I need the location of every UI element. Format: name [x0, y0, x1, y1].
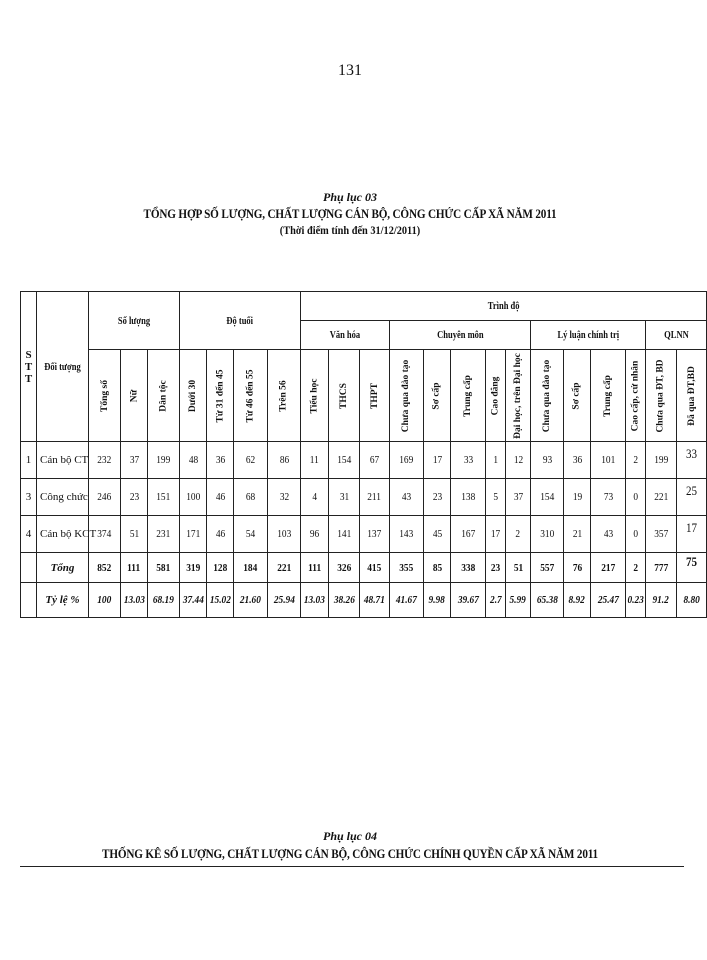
value-cell: 21.60	[234, 583, 268, 618]
value-cell: 51	[506, 553, 531, 583]
stt-header: S T T	[21, 292, 37, 442]
column-header: Từ 31 đến 45	[207, 350, 234, 442]
column-header: Trung cấp	[451, 350, 486, 442]
value-cell: 36	[207, 442, 234, 479]
value-cell: 557	[531, 553, 564, 583]
value-cell: 217	[591, 553, 626, 583]
group-specialty: Chuyên môn	[390, 321, 531, 350]
value-cell: 23	[121, 479, 148, 516]
value-cell: 0	[626, 479, 646, 516]
value-cell: 86	[268, 442, 301, 479]
value-cell: 338	[451, 553, 486, 583]
column-header: Đại học, trên Đại học	[506, 350, 531, 442]
table-row	[21, 479, 707, 516]
value-cell: 221	[268, 553, 301, 583]
value-cell: 39.67	[451, 583, 486, 618]
value-cell: 8.80	[677, 583, 707, 618]
value-cell: 73	[591, 479, 626, 516]
summary-table	[20, 291, 707, 618]
value-cell: 45	[424, 516, 451, 553]
value-cell: 415	[360, 553, 390, 583]
value-cell: 103	[268, 516, 301, 553]
value-cell: 221	[646, 479, 677, 516]
value-cell: 199	[646, 442, 677, 479]
value-cell: 111	[121, 553, 148, 583]
value-cell: 581	[148, 553, 180, 583]
value-cell: 32	[268, 479, 301, 516]
value-cell: 23	[486, 553, 506, 583]
value-cell: 15.02	[207, 583, 234, 618]
value-cell: 310	[531, 516, 564, 553]
group-level: Trình độ	[301, 292, 707, 321]
value-cell: 184	[234, 553, 268, 583]
value-cell: 25.47	[591, 583, 626, 618]
value-cell: 43	[390, 479, 424, 516]
appendix3-subtitle: (Thời điểm tính đến 31/12/2011)	[279, 223, 421, 237]
value-cell: 151	[148, 479, 180, 516]
row-label: Tổng	[37, 553, 89, 583]
column-header: Trung cấp	[591, 350, 626, 442]
value-cell: 199	[148, 442, 180, 479]
row-label: Cán bộ KCT	[37, 516, 89, 553]
value-cell: 96	[301, 516, 329, 553]
value-cell: 2	[626, 442, 646, 479]
value-cell: 43	[591, 516, 626, 553]
group-age: Độ tuổi	[180, 292, 301, 350]
group-politics: Lý luận chính trị	[531, 321, 646, 350]
value-cell: 357	[646, 516, 677, 553]
value-cell: 37	[121, 442, 148, 479]
value-cell: 17	[486, 516, 506, 553]
appendix3-title: TỔNG HỢP SỐ LƯỢNG, CHẤT LƯỢNG CÁN BỘ, CÔNG CHỨC CẤP XÃ NĂM 2011	[143, 206, 557, 221]
value-cell: 154	[531, 479, 564, 516]
table-row	[21, 583, 707, 618]
value-cell: 246	[89, 479, 121, 516]
value-cell: 13.03	[301, 583, 329, 618]
row-label: Tỷ lệ %	[37, 583, 89, 618]
value-cell: 141	[329, 516, 360, 553]
column-header: Tổng số	[89, 350, 121, 442]
value-cell: 51	[121, 516, 148, 553]
value-cell: 65.38	[531, 583, 564, 618]
value-cell: 46	[207, 479, 234, 516]
column-header: Dân tộc	[148, 350, 180, 442]
value-cell: 54	[234, 516, 268, 553]
group-culture: Văn hóa	[301, 321, 390, 350]
table-row	[21, 516, 707, 553]
table-row	[21, 553, 707, 583]
value-cell: 48.71	[360, 583, 390, 618]
column-header: Chưa qua ĐT, BD	[646, 350, 677, 442]
value-cell: 13.03	[121, 583, 148, 618]
value-cell: 76	[564, 553, 591, 583]
value-cell: 0	[626, 516, 646, 553]
column-header: Trên 56	[268, 350, 301, 442]
value-cell: 48	[180, 442, 207, 479]
column-header: Tiểu học	[301, 350, 329, 442]
group-quantity: Số lượng	[89, 292, 180, 350]
value-cell: 68.19	[148, 583, 180, 618]
value-cell: 46	[207, 516, 234, 553]
value-cell: 11	[301, 442, 329, 479]
value-cell: 100	[89, 583, 121, 618]
value-cell: 211	[360, 479, 390, 516]
row-label: Công chức	[37, 479, 89, 516]
value-cell: 25.94	[268, 583, 301, 618]
value-cell: 169	[390, 442, 424, 479]
bottom-rule	[20, 866, 684, 867]
stt-cell: 1	[21, 442, 37, 479]
column-header: Cao đẳng	[486, 350, 506, 442]
value-cell: 231	[148, 516, 180, 553]
value-cell: 19	[564, 479, 591, 516]
value-cell: 2	[506, 516, 531, 553]
value-cell: 5	[486, 479, 506, 516]
column-header: Cao cấp, cử nhân	[626, 350, 646, 442]
value-cell: 4	[301, 479, 329, 516]
stt-cell	[21, 583, 37, 618]
column-header: Dưới 30	[180, 350, 207, 442]
value-cell: 37	[506, 479, 531, 516]
column-header: Chưa qua đào tạo	[531, 350, 564, 442]
value-cell: 374	[89, 516, 121, 553]
column-header: Chưa qua đào tạo	[390, 350, 424, 442]
value-cell: 2	[626, 553, 646, 583]
value-cell: 852	[89, 553, 121, 583]
value-cell: 326	[329, 553, 360, 583]
value-cell: 33	[451, 442, 486, 479]
value-cell: 31	[329, 479, 360, 516]
value-cell: 0.23	[626, 583, 646, 618]
appendix4-label: Phụ lục 04	[322, 829, 377, 843]
value-cell: 143	[390, 516, 424, 553]
value-cell: 62	[234, 442, 268, 479]
column-header: Sơ cấp	[424, 350, 451, 442]
value-cell: 67	[360, 442, 390, 479]
value-cell: 41.67	[390, 583, 424, 618]
appendix3-label: Phụ lục 03	[322, 190, 377, 204]
value-cell: 2.7	[486, 583, 506, 618]
subject-header: Đối tượng	[37, 292, 89, 442]
value-cell: 36	[564, 442, 591, 479]
column-header: THPT	[360, 350, 390, 442]
page-number: 131	[338, 62, 362, 79]
value-cell: 111	[301, 553, 329, 583]
value-cell: 319	[180, 553, 207, 583]
value-cell: 9.98	[424, 583, 451, 618]
table-row	[21, 442, 707, 479]
value-cell: 37.44	[180, 583, 207, 618]
column-header: Nữ	[121, 350, 148, 442]
value-cell: 138	[451, 479, 486, 516]
value-cell: 85	[424, 553, 451, 583]
appendix4-title: THỐNG KÊ SỐ LƯỢNG, CHẤT LƯỢNG CÁN BỘ, CÔNG CHỨC CHÍNH QUYỀN CẤP XÃ NĂM 2011	[102, 846, 598, 861]
value-cell: 171	[180, 516, 207, 553]
value-cell: 154	[329, 442, 360, 479]
row-label: Cán bộ CT	[37, 442, 89, 479]
value-cell: 1	[486, 442, 506, 479]
column-header: Đã qua ĐT,BD	[677, 350, 707, 442]
value-cell: 25	[677, 479, 707, 516]
value-cell: 100	[180, 479, 207, 516]
value-cell: 91.2	[646, 583, 677, 618]
value-cell: 232	[89, 442, 121, 479]
value-cell: 33	[677, 442, 707, 479]
value-cell: 137	[360, 516, 390, 553]
group-qlnn: QLNN	[646, 321, 707, 350]
value-cell: 12	[506, 442, 531, 479]
value-cell: 5.99	[506, 583, 531, 618]
value-cell: 75	[677, 553, 707, 583]
value-cell: 355	[390, 553, 424, 583]
stt-cell: 3	[21, 479, 37, 516]
value-cell: 23	[424, 479, 451, 516]
value-cell: 167	[451, 516, 486, 553]
value-cell: 777	[646, 553, 677, 583]
column-header: THCS	[329, 350, 360, 442]
value-cell: 17	[677, 516, 707, 553]
stt-cell	[21, 553, 37, 583]
value-cell: 38.26	[329, 583, 360, 618]
value-cell: 68	[234, 479, 268, 516]
column-header: Từ 46 đến 55	[234, 350, 268, 442]
value-cell: 8.92	[564, 583, 591, 618]
stt-cell: 4	[21, 516, 37, 553]
value-cell: 128	[207, 553, 234, 583]
column-header: Sơ cấp	[564, 350, 591, 442]
value-cell: 21	[564, 516, 591, 553]
value-cell: 101	[591, 442, 626, 479]
value-cell: 17	[424, 442, 451, 479]
value-cell: 93	[531, 442, 564, 479]
